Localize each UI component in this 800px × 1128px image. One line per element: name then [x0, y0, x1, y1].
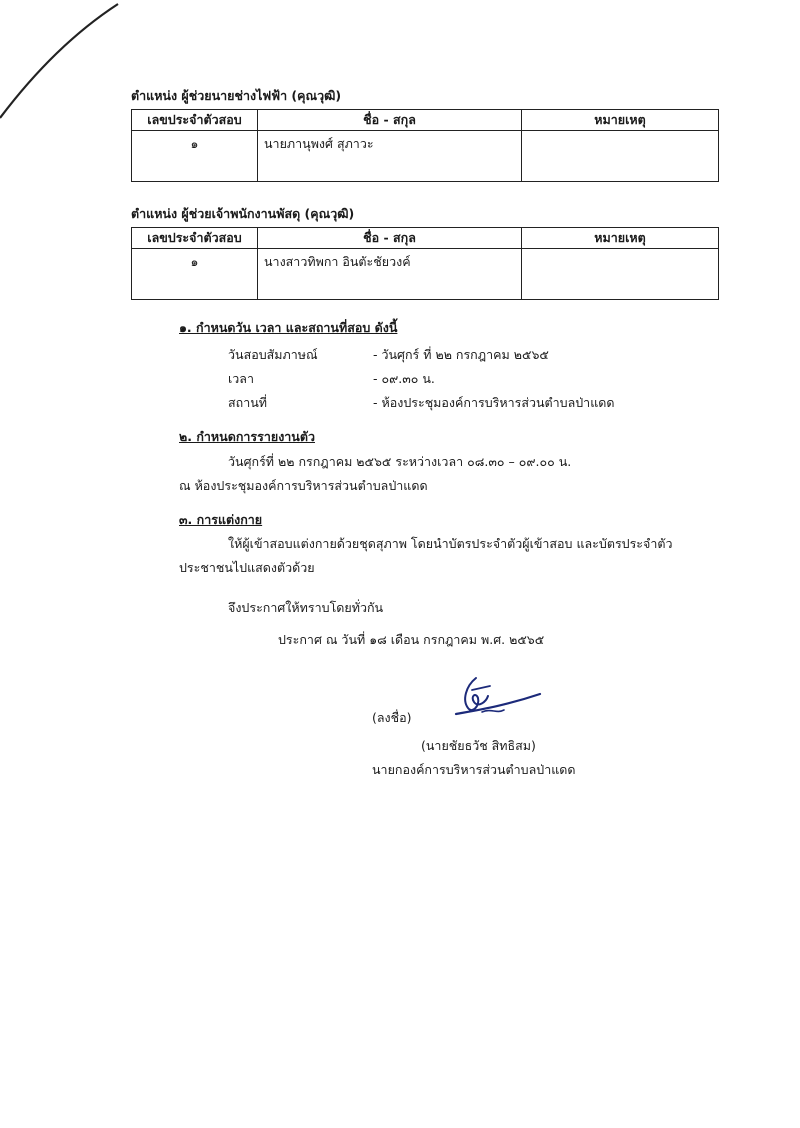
- column-header-note: หมายเหตุ: [522, 110, 719, 131]
- reporting-line-1: วันศุกร์ที่ ๒๒ กรกฎาคม ๒๕๖๕ ระหว่างเวลา ๐๘.๓๐ – ๐๙.๐๐ น.: [228, 454, 572, 469]
- position-block-supplies: [131, 204, 718, 300]
- name-cell: นางสาวทิพกา อินตัะชัยวงค์: [258, 249, 522, 300]
- signatory-name: (นายชัยธวัช สิทธิสม): [421, 738, 536, 753]
- section-heading-dress: ๓. การแต่งกาย: [179, 512, 263, 527]
- dress-line-2: ประชาชนไปแสดงตัวด้วย: [179, 560, 315, 575]
- table-row: [132, 249, 719, 300]
- table-row: [132, 131, 719, 182]
- section-heading-schedule: ๑. กำหนดวัน เวลา และสถานที่สอบ ดังนี้: [179, 320, 398, 335]
- candidate-table: [131, 227, 719, 300]
- exam-id-cell: ๑: [132, 249, 258, 300]
- announcement-date: ประกาศ ณ วันที่ ๑๘ เดือน กรกฎาคม พ.ศ. ๒๕๖๕: [278, 632, 545, 647]
- column-header-exam-id: เลขประจำตัวสอบ: [132, 228, 258, 249]
- schedule-value-date: - วันศุกร์ ที่ ๒๒ กรกฎาคม ๒๕๖๕: [373, 347, 549, 362]
- closing-text: จึงประกาศให้ทราบโดยทั่วกัน: [228, 600, 384, 615]
- schedule-label-time: เวลา: [228, 371, 254, 386]
- dress-line-1: ให้ผู้เข้าสอบแต่งกายด้วยชุดสุภาพ โดยนำบัตรประจำตัวผู้เข้าสอบ และบัตรประจำตัว: [228, 536, 673, 551]
- position-block-electrician: [131, 86, 718, 182]
- signatory-title: นายกองค์การบริหารส่วนตำบลป่าแดด: [372, 762, 576, 777]
- name-cell: นายภานุพงศ์ สุภาวะ: [258, 131, 522, 182]
- reporting-line-2: ณ ห้องประชุมองค์การบริหารส่วนตำบลป่าแดด: [179, 478, 428, 493]
- schedule-value-time: - ๐๙.๓๐ น.: [373, 371, 435, 386]
- signature-label: (ลงชื่อ): [372, 710, 412, 725]
- section-heading-reporting: ๒. กำหนดการรายงานตัว: [179, 429, 315, 444]
- table-header-row: [132, 110, 719, 131]
- schedule-value-place: - ห้องประชุมองค์การบริหารส่วนตำบลป่าแดด: [373, 395, 615, 410]
- note-cell: [522, 249, 719, 300]
- position-title: ตำแหน่ง ผู้ช่วยนายช่างไฟฟ้า (คุณวุฒิ): [131, 88, 342, 103]
- schedule-label-place: สถานที่: [228, 395, 268, 410]
- schedule-label-date: วันสอบสัมภาษณ์: [228, 347, 318, 362]
- column-header-name: ชื่อ - สกุล: [258, 228, 522, 249]
- handwritten-signature: [452, 672, 552, 724]
- position-title: ตำแหน่ง ผู้ช่วยเจ้าพนักงานพัสดุ (คุณวุฒิ): [131, 206, 355, 221]
- exam-id-cell: ๑: [132, 131, 258, 182]
- table-header-row: [132, 228, 719, 249]
- column-header-exam-id: เลขประจำตัวสอบ: [132, 110, 258, 131]
- scan-edge-line: [0, 0, 140, 130]
- note-cell: [522, 131, 719, 182]
- column-header-note: หมายเหตุ: [522, 228, 719, 249]
- column-header-name: ชื่อ - สกุล: [258, 110, 522, 131]
- candidate-table: [131, 109, 719, 182]
